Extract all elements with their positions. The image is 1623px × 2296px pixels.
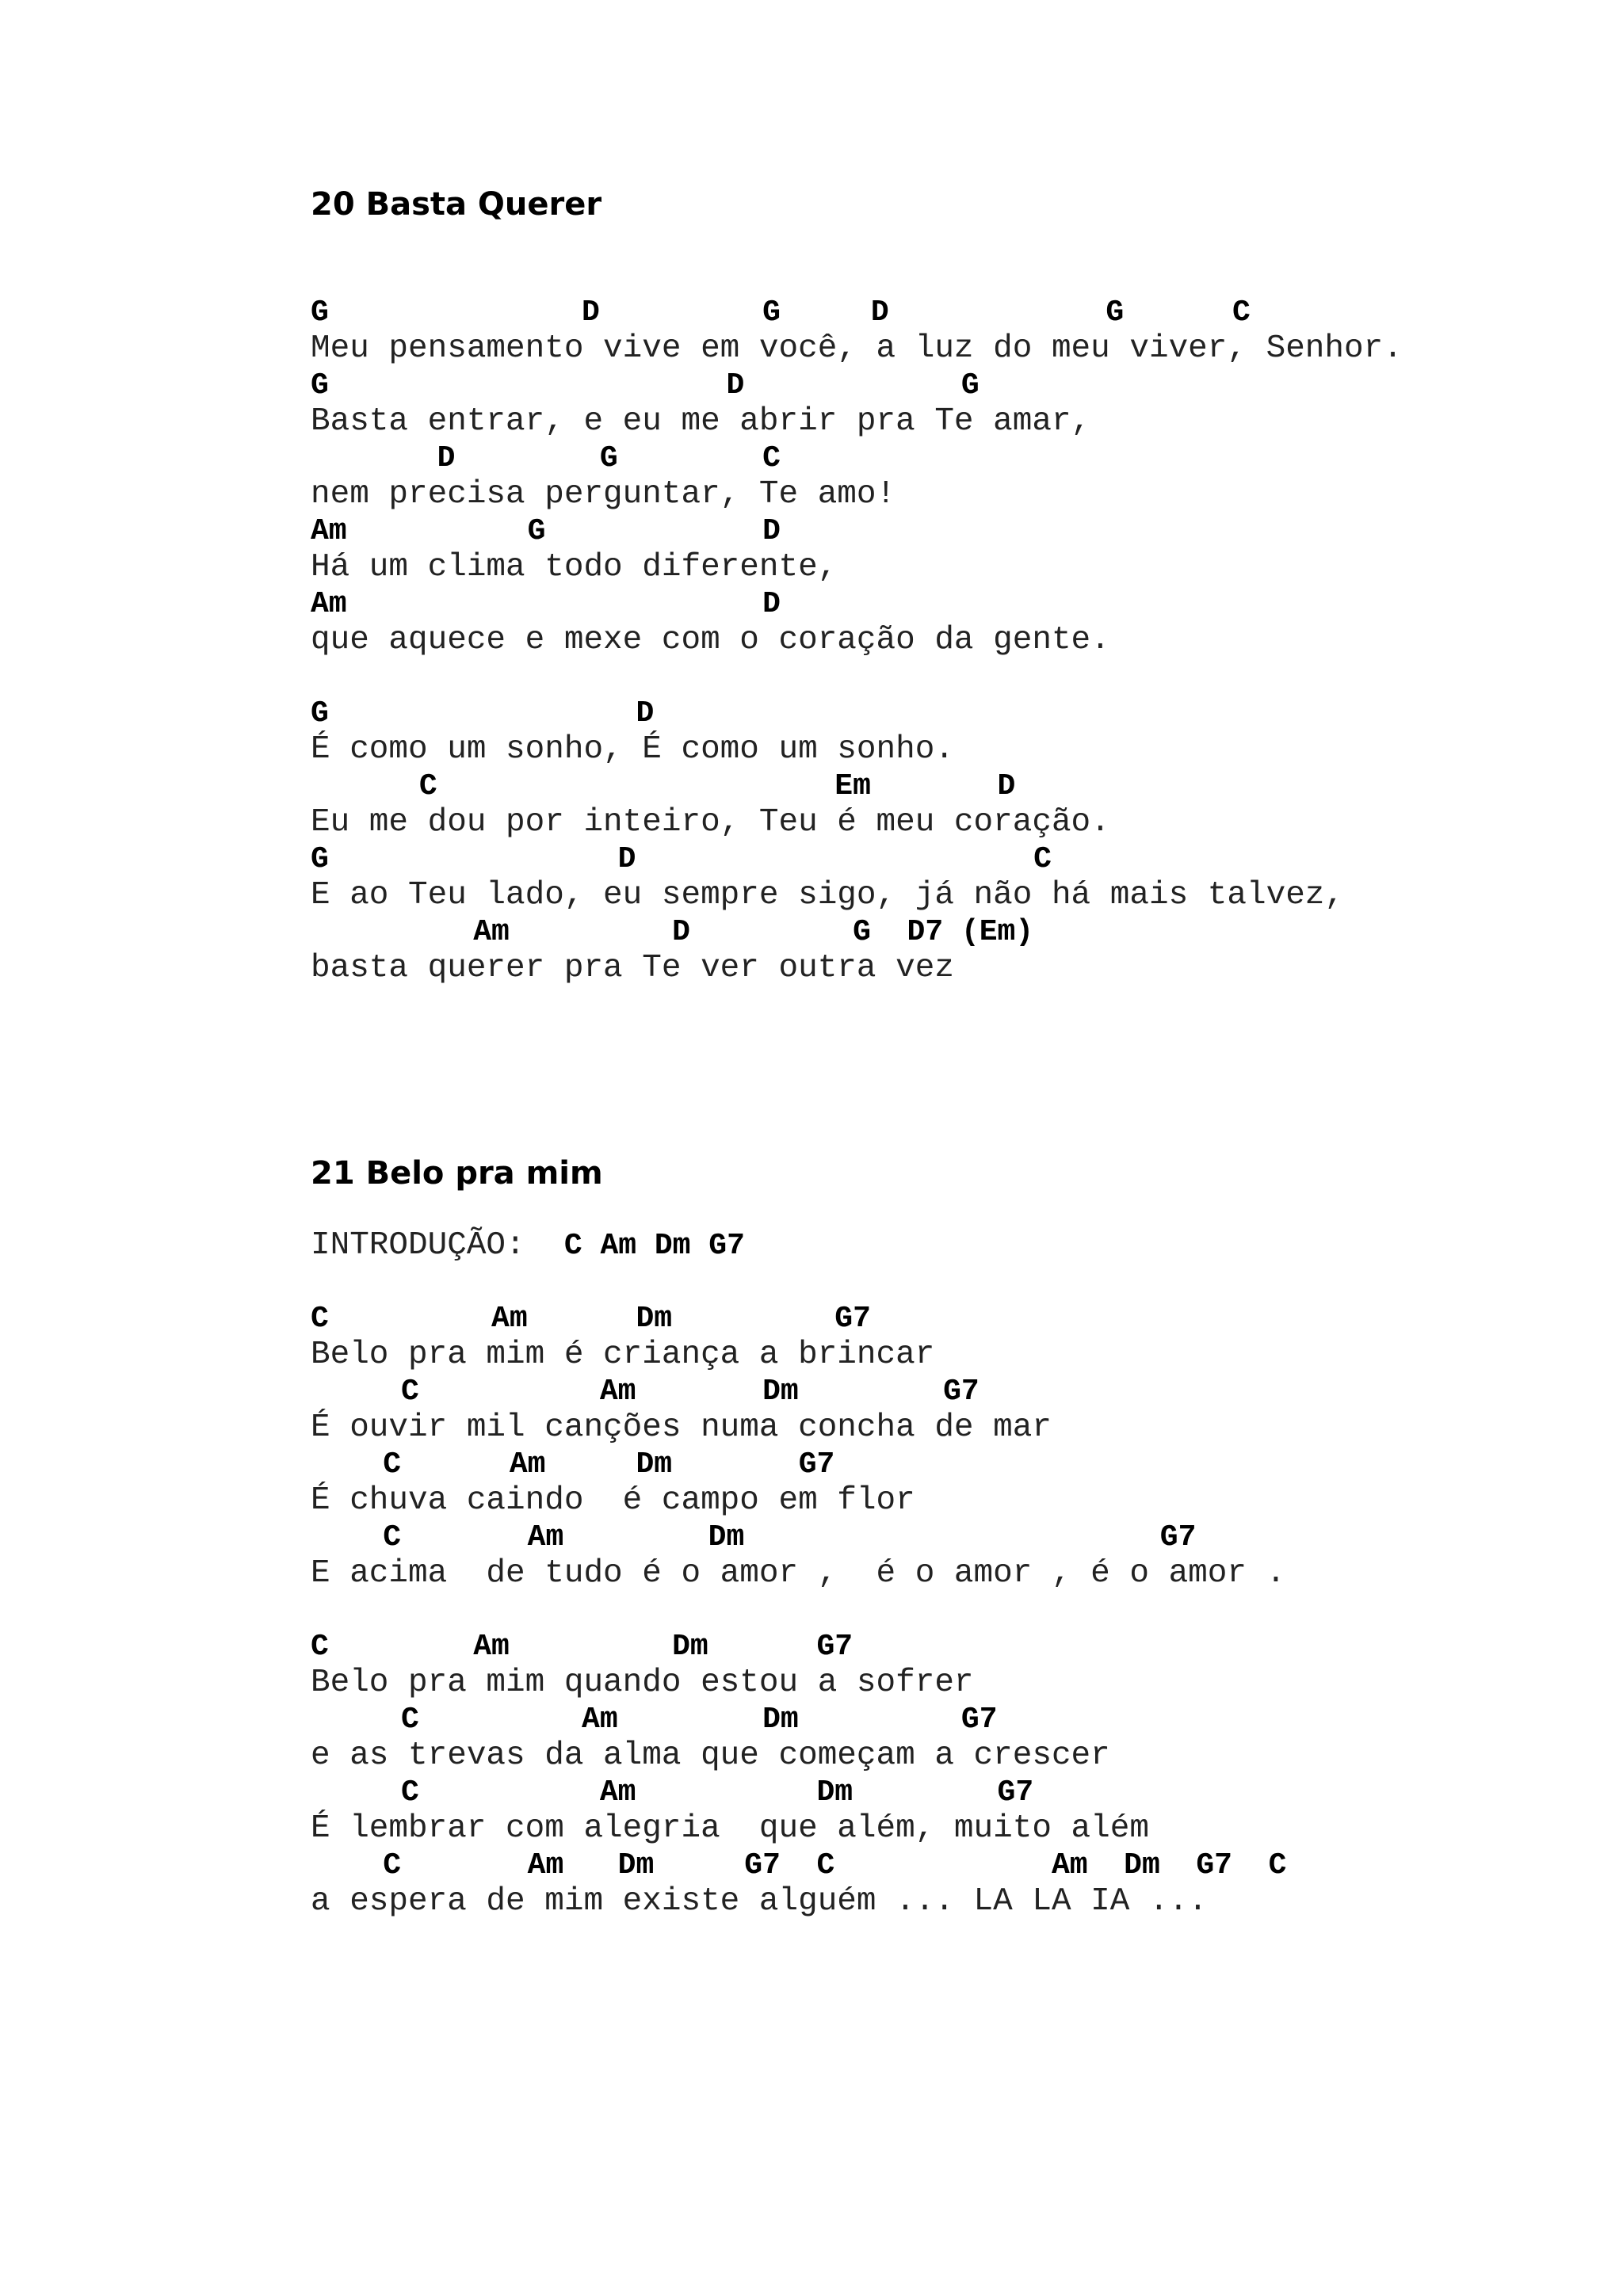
lyric-line: basta querer pra Te ver outra vez [311, 950, 954, 986]
lyric-line: Belo pra mim é criança a brincar [311, 1337, 935, 1373]
chord-line: C Am Dm G7 [311, 1302, 871, 1336]
chord-line: C Am Dm G7 [311, 1447, 835, 1482]
chord-line: C Am Dm G7 [311, 1775, 1034, 1810]
stanza-gap [311, 1592, 1286, 1629]
chord-line: G D [311, 696, 655, 730]
lyric-line: E acima de tudo é o amor , é o amor , é o amor . [311, 1555, 1286, 1592]
chord-line: C Am Dm G7 [311, 1520, 1197, 1554]
chord-line: G D C [311, 842, 1052, 876]
chord-line: C Am Dm G7 [311, 1703, 998, 1737]
stanza [311, 696, 1403, 987]
stanza-gap [311, 659, 1403, 696]
stanza [311, 1301, 1286, 1592]
lyric-line: É lembrar com alegria que além, muito além [311, 1810, 1149, 1847]
chord-line: C Em D [311, 769, 1016, 803]
chord-line: C Am Dm G7 [311, 1630, 854, 1664]
lyric-line: nem precisa perguntar, Te amo! [311, 476, 896, 513]
song-belo-pra-mim [311, 1150, 1286, 1920]
lyric-line: Basta entrar, e eu me abrir pra Te amar, [311, 403, 1091, 440]
chord-line: G D G D G C [311, 296, 1251, 330]
chord-line: C Am Dm G7 [311, 1375, 980, 1409]
song-title: 21 Belo pra mim [311, 1155, 603, 1192]
song-title: 20 Basta Querer [311, 186, 602, 223]
lyric-line: Meu pensamento vive em você, a luz do meu viver, Senhor. [311, 330, 1403, 367]
intro-label: INTRODUÇÃO: [311, 1227, 564, 1264]
chord-line: Am G D [311, 514, 781, 548]
lyric-line: É chuva caindo é campo em flor [311, 1482, 915, 1519]
intro-line [311, 1227, 1286, 1264]
lyric-line: a espera de mim existe alguém ... LA LA IA ... [311, 1883, 1208, 1920]
lyric-line: Eu me dou por inteiro, Teu é meu coração. [311, 804, 1110, 841]
lyric-line: É como um sonho, É como um sonho. [311, 731, 954, 768]
chord-line: C Am Dm G7 C Am Dm G7 C [311, 1848, 1287, 1882]
stanza [311, 1629, 1286, 1920]
lyric-line: que aquece e mexe com o coração da gente. [311, 622, 1110, 658]
lyric-line: É ouvir mil canções numa concha de mar [311, 1409, 1052, 1446]
lyric-line: e as trevas da alma que começam a crescer [311, 1737, 1110, 1774]
chord-line: D G C [311, 441, 781, 475]
chord-line: Am D [311, 587, 781, 621]
lyric-line: Há um clima todo diferente, [311, 549, 838, 585]
intro-chords: C Am Dm G7 [563, 1229, 745, 1263]
song-basta-querer [311, 181, 1403, 987]
chord-line: Am D G D7 (Em) [311, 915, 1034, 949]
chord-line: G D G [311, 368, 980, 402]
stanza [311, 295, 1403, 659]
lyric-line: Belo pra mim quando estou a sofrer [311, 1665, 974, 1701]
lyric-line: E ao Teu lado, eu sempre sigo, já não há mais talvez, [311, 877, 1345, 913]
